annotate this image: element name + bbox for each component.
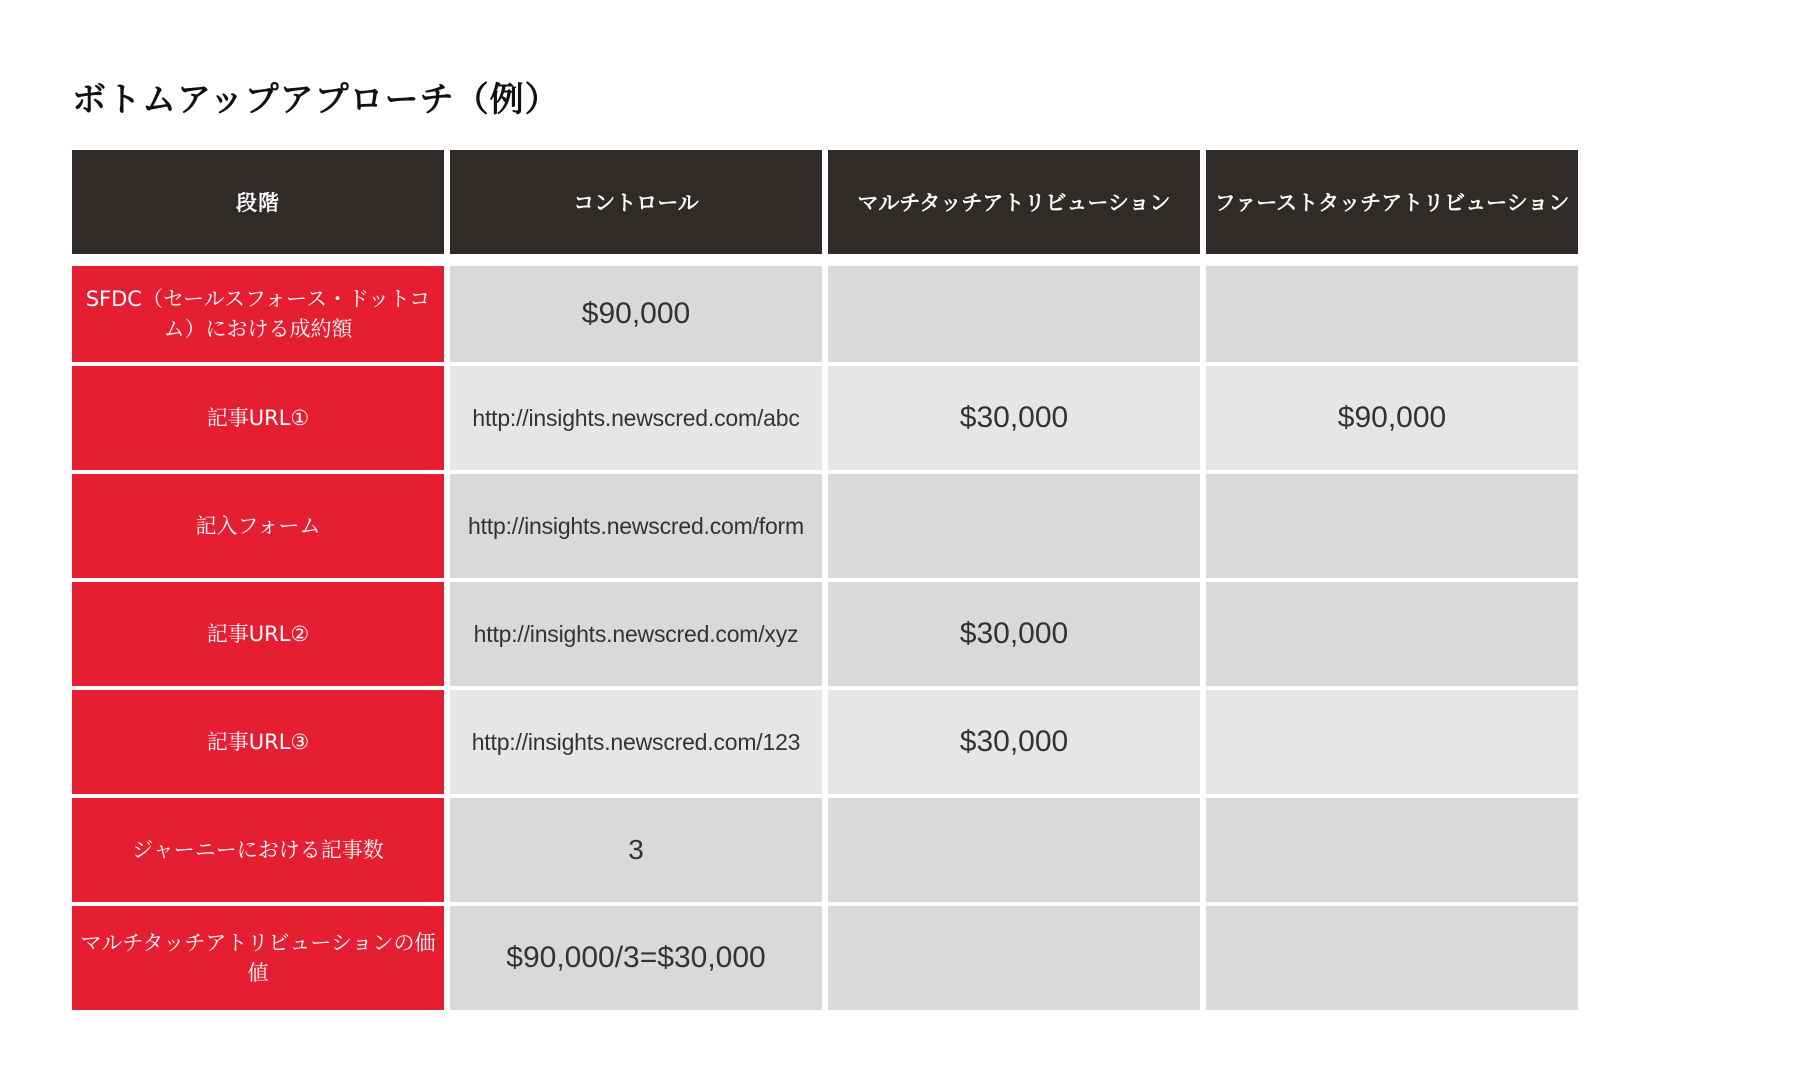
row-first-touch-value bbox=[1206, 690, 1578, 794]
column-header-first-touch: ファーストタッチアトリビューション bbox=[1206, 150, 1578, 254]
page-title: ボトムアップアプローチ（例） bbox=[72, 80, 560, 120]
row-stage-label: 記事URL② bbox=[72, 582, 444, 686]
row-multi-touch-value: $30,000 bbox=[828, 690, 1200, 794]
row-stage-label: 記入フォーム bbox=[72, 474, 444, 578]
row-first-touch-value bbox=[1206, 266, 1578, 362]
row-multi-touch-value: $30,000 bbox=[828, 366, 1200, 470]
row-first-touch-value bbox=[1206, 798, 1578, 902]
row-first-touch-value bbox=[1206, 906, 1578, 1010]
row-control-value: $90,000 bbox=[450, 266, 822, 362]
row-first-touch-value bbox=[1206, 582, 1578, 686]
row-multi-touch-value: $30,000 bbox=[828, 582, 1200, 686]
column-header-multi-touch: マルチタッチアトリビューション bbox=[828, 150, 1200, 254]
row-stage-label: 記事URL① bbox=[72, 366, 444, 470]
column-header-control: コントロール bbox=[450, 150, 822, 254]
row-control-value: 3 bbox=[450, 798, 822, 902]
row-first-touch-value: $90,000 bbox=[1206, 366, 1578, 470]
attribution-table bbox=[72, 150, 1578, 1010]
row-first-touch-value bbox=[1206, 474, 1578, 578]
row-control-url: http://insights.newscred.com/xyz bbox=[450, 582, 822, 686]
row-stage-label: マルチタッチアトリビューションの価値 bbox=[72, 906, 444, 1010]
row-control-url: http://insights.newscred.com/form bbox=[450, 474, 822, 578]
row-control-url: http://insights.newscred.com/abc bbox=[450, 366, 822, 470]
row-stage-label: SFDC（セールスフォース・ドットコム）における成約額 bbox=[72, 266, 444, 362]
row-multi-touch-value bbox=[828, 906, 1200, 1010]
row-multi-touch-value bbox=[828, 474, 1200, 578]
row-stage-label: 記事URL③ bbox=[72, 690, 444, 794]
row-control-value: $90,000/3=$30,000 bbox=[450, 906, 822, 1010]
column-header-stage: 段階 bbox=[72, 150, 444, 254]
row-stage-label: ジャーニーにおける記事数 bbox=[72, 798, 444, 902]
row-multi-touch-value bbox=[828, 798, 1200, 902]
row-multi-touch-value bbox=[828, 266, 1200, 362]
row-control-url: http://insights.newscred.com/123 bbox=[450, 690, 822, 794]
